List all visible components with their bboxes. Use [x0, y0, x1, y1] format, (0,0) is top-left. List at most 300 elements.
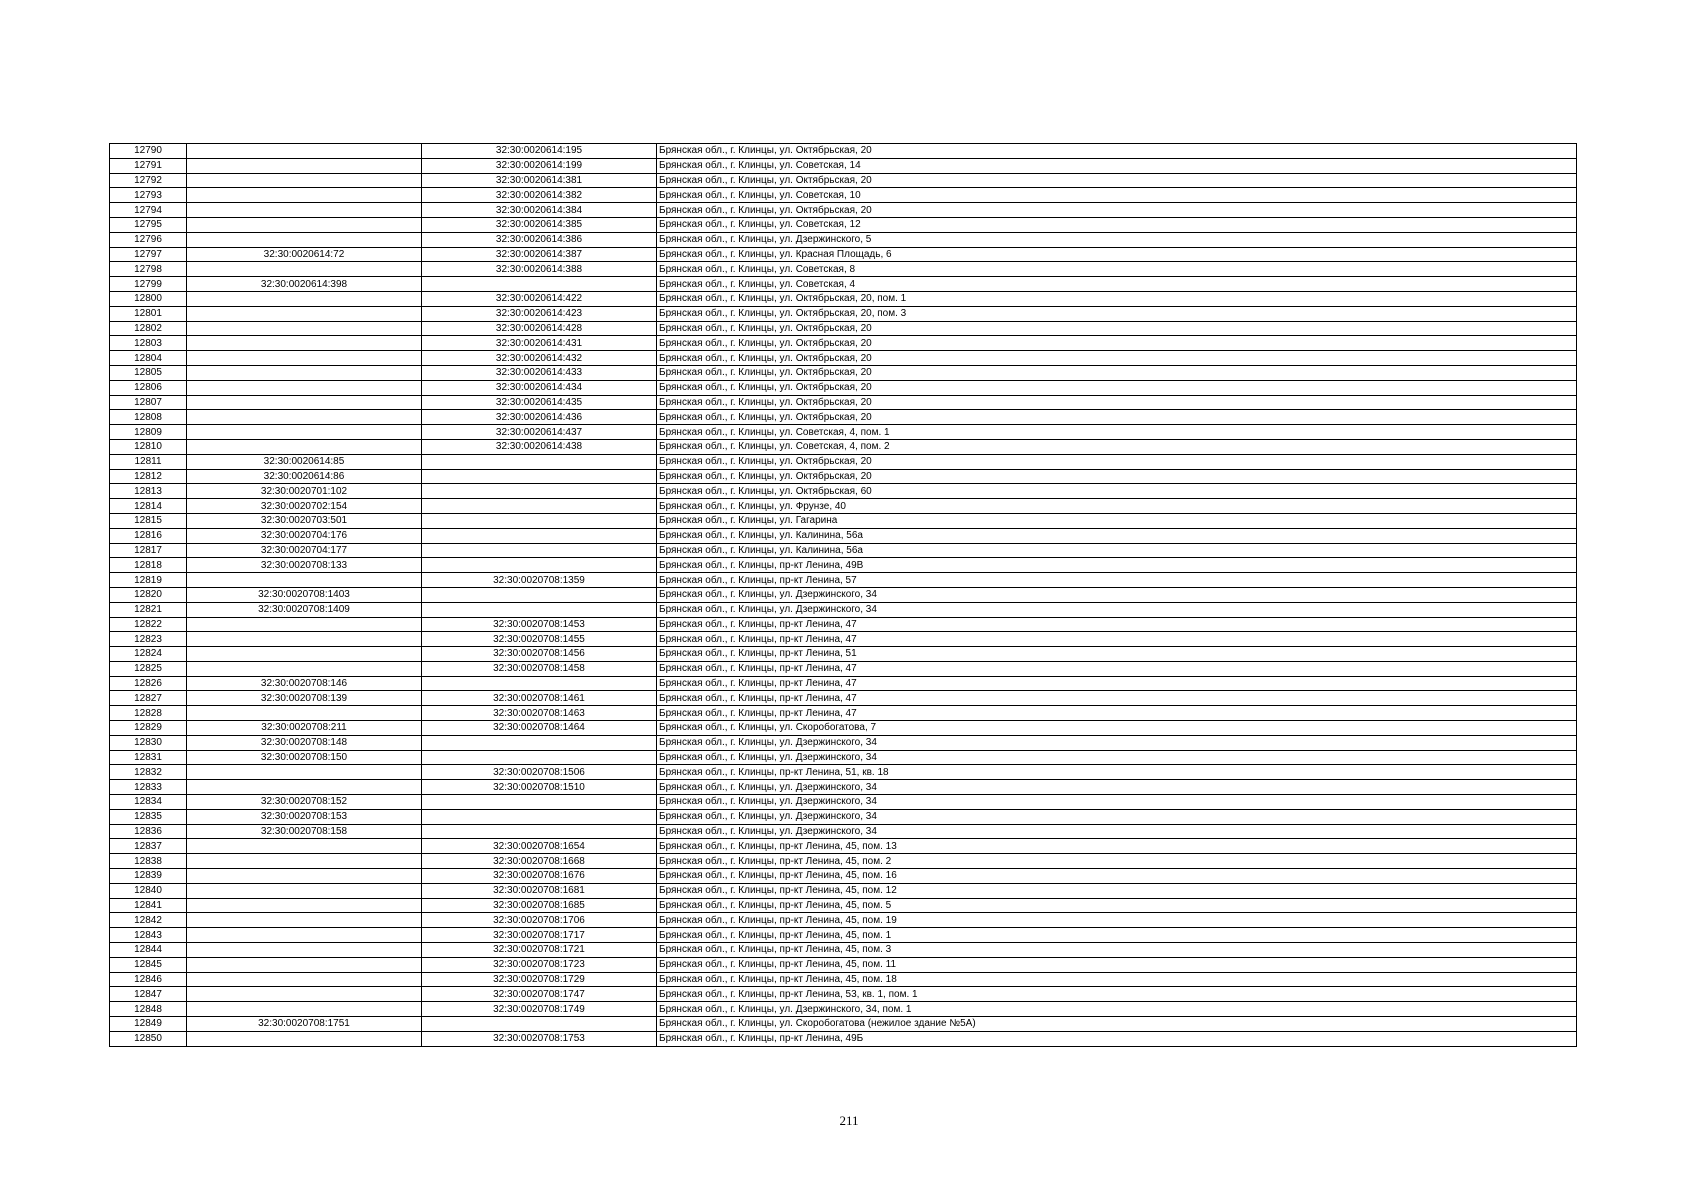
- object-cadastral-number-cell: [422, 277, 657, 292]
- registry-table-body: [110, 144, 1577, 1047]
- address-cell: Брянская обл., г. Клинцы, пр-кт Ленина, 45, пом. 12: [657, 883, 1577, 898]
- object-cadastral-number-cell: 32:30:0020614:386: [422, 232, 657, 247]
- address-cell: Брянская обл., г. Клинцы, пр-кт Ленина, 51, кв. 18: [657, 765, 1577, 780]
- row-number-cell: 12836: [110, 824, 187, 839]
- table-row: [110, 277, 1577, 292]
- row-number-cell: 12840: [110, 883, 187, 898]
- cadastral-number-cell: [187, 203, 422, 218]
- row-number-cell: 12792: [110, 173, 187, 188]
- cadastral-number-cell: [187, 158, 422, 173]
- row-number-cell: 12843: [110, 928, 187, 943]
- row-number-cell: 12819: [110, 573, 187, 588]
- table-row: [110, 336, 1577, 351]
- object-cadastral-number-cell: 32:30:0020708:1668: [422, 854, 657, 869]
- row-number-cell: 12848: [110, 1002, 187, 1017]
- address-cell: Брянская обл., г. Клинцы, ул. Дзержинского, 34: [657, 587, 1577, 602]
- row-number-cell: 12815: [110, 513, 187, 528]
- table-row: [110, 676, 1577, 691]
- cadastral-number-cell: [187, 380, 422, 395]
- cadastral-number-cell: [187, 262, 422, 277]
- object-cadastral-number-cell: 32:30:0020708:1458: [422, 661, 657, 676]
- address-cell: Брянская обл., г. Клинцы, пр-кт Ленина, 45, пом. 19: [657, 913, 1577, 928]
- cadastral-number-cell: [187, 232, 422, 247]
- table-row: [110, 247, 1577, 262]
- address-cell: Брянская обл., г. Клинцы, ул. Красная Площадь, 6: [657, 247, 1577, 262]
- address-cell: Брянская обл., г. Клинцы, ул. Советская, 10: [657, 188, 1577, 203]
- table-row: [110, 291, 1577, 306]
- table-row: [110, 321, 1577, 336]
- object-cadastral-number-cell: 32:30:0020708:1685: [422, 898, 657, 913]
- table-row: [110, 587, 1577, 602]
- address-cell: Брянская обл., г. Клинцы, ул. Фрунзе, 40: [657, 499, 1577, 514]
- cadastral-number-cell: [187, 217, 422, 232]
- cadastral-number-cell: 32:30:0020708:211: [187, 721, 422, 736]
- object-cadastral-number-cell: 32:30:0020614:437: [422, 425, 657, 440]
- row-number-cell: 12833: [110, 780, 187, 795]
- cadastral-number-cell: 32:30:0020708:153: [187, 809, 422, 824]
- table-row: [110, 795, 1577, 810]
- cadastral-number-cell: [187, 395, 422, 410]
- cadastral-number-cell: 32:30:0020708:1751: [187, 1017, 422, 1032]
- registry-table: [109, 143, 1577, 1047]
- table-row: [110, 262, 1577, 277]
- object-cadastral-number-cell: 32:30:0020614:434: [422, 380, 657, 395]
- object-cadastral-number-cell: 32:30:0020708:1721: [422, 943, 657, 958]
- row-number-cell: 12800: [110, 291, 187, 306]
- object-cadastral-number-cell: 32:30:0020708:1706: [422, 913, 657, 928]
- object-cadastral-number-cell: [422, 824, 657, 839]
- object-cadastral-number-cell: 32:30:0020614:388: [422, 262, 657, 277]
- cadastral-number-cell: [187, 898, 422, 913]
- address-cell: Брянская обл., г. Клинцы, пр-кт Ленина, 47: [657, 706, 1577, 721]
- address-cell: Брянская обл., г. Клинцы, ул. Октябрьская, 20: [657, 144, 1577, 159]
- table-row: [110, 957, 1577, 972]
- row-number-cell: 12847: [110, 987, 187, 1002]
- cadastral-number-cell: 32:30:0020708:150: [187, 750, 422, 765]
- cadastral-number-cell: [187, 706, 422, 721]
- table-row: [110, 203, 1577, 218]
- object-cadastral-number-cell: 32:30:0020708:1747: [422, 987, 657, 1002]
- row-number-cell: 12811: [110, 454, 187, 469]
- address-cell: Брянская обл., г. Клинцы, ул. Советская, 14: [657, 158, 1577, 173]
- row-number-cell: 12796: [110, 232, 187, 247]
- address-cell: Брянская обл., г. Клинцы, ул. Гагарина: [657, 513, 1577, 528]
- address-cell: Брянская обл., г. Клинцы, ул. Дзержинского, 5: [657, 232, 1577, 247]
- address-cell: Брянская обл., г. Клинцы, пр-кт Ленина, 49В: [657, 558, 1577, 573]
- row-number-cell: 12790: [110, 144, 187, 159]
- object-cadastral-number-cell: 32:30:0020614:381: [422, 173, 657, 188]
- object-cadastral-number-cell: 32:30:0020614:423: [422, 306, 657, 321]
- object-cadastral-number-cell: [422, 499, 657, 514]
- cadastral-number-cell: 32:30:0020614:72: [187, 247, 422, 262]
- cadastral-number-cell: [187, 439, 422, 454]
- table-row: [110, 691, 1577, 706]
- address-cell: Брянская обл., г. Клинцы, ул. Октябрьская, 20: [657, 380, 1577, 395]
- address-cell: Брянская обл., г. Клинцы, ул. Советская, 8: [657, 262, 1577, 277]
- object-cadastral-number-cell: [422, 735, 657, 750]
- address-cell: Брянская обл., г. Клинцы, ул. Октябрьская, 20, пом. 1: [657, 291, 1577, 306]
- table-row: [110, 543, 1577, 558]
- cadastral-number-cell: [187, 647, 422, 662]
- cadastral-number-cell: [187, 839, 422, 854]
- object-cadastral-number-cell: 32:30:0020614:385: [422, 217, 657, 232]
- object-cadastral-number-cell: [422, 587, 657, 602]
- row-number-cell: 12839: [110, 869, 187, 884]
- address-cell: Брянская обл., г. Клинцы, ул. Октябрьская, 20: [657, 203, 1577, 218]
- cadastral-number-cell: [187, 173, 422, 188]
- cadastral-number-cell: [187, 972, 422, 987]
- row-number-cell: 12829: [110, 721, 187, 736]
- row-number-cell: 12807: [110, 395, 187, 410]
- table-row: [110, 380, 1577, 395]
- cadastral-number-cell: 32:30:0020708:146: [187, 676, 422, 691]
- row-number-cell: 12834: [110, 795, 187, 810]
- table-row: [110, 913, 1577, 928]
- cadastral-number-cell: [187, 188, 422, 203]
- row-number-cell: 12799: [110, 277, 187, 292]
- cadastral-number-cell: [187, 291, 422, 306]
- row-number-cell: 12832: [110, 765, 187, 780]
- table-row: [110, 617, 1577, 632]
- row-number-cell: 12820: [110, 587, 187, 602]
- object-cadastral-number-cell: [422, 602, 657, 617]
- object-cadastral-number-cell: 32:30:0020708:1455: [422, 632, 657, 647]
- address-cell: Брянская обл., г. Клинцы, ул. Дзержинского, 34: [657, 750, 1577, 765]
- address-cell: Брянская обл., г. Клинцы, ул. Октябрьская, 20: [657, 173, 1577, 188]
- cadastral-number-cell: 32:30:0020704:177: [187, 543, 422, 558]
- row-number-cell: 12818: [110, 558, 187, 573]
- object-cadastral-number-cell: [422, 513, 657, 528]
- object-cadastral-number-cell: [422, 809, 657, 824]
- table-row: [110, 217, 1577, 232]
- cadastral-number-cell: [187, 883, 422, 898]
- address-cell: Брянская обл., г. Клинцы, ул. Дзержинского, 34: [657, 795, 1577, 810]
- cadastral-number-cell: 32:30:0020614:398: [187, 277, 422, 292]
- cadastral-number-cell: [187, 854, 422, 869]
- table-row: [110, 839, 1577, 854]
- table-row: [110, 454, 1577, 469]
- object-cadastral-number-cell: 32:30:0020708:1723: [422, 957, 657, 972]
- cadastral-number-cell: 32:30:0020708:152: [187, 795, 422, 810]
- object-cadastral-number-cell: 32:30:0020708:1461: [422, 691, 657, 706]
- address-cell: Брянская обл., г. Клинцы, ул. Октябрьская, 20: [657, 454, 1577, 469]
- object-cadastral-number-cell: [422, 528, 657, 543]
- address-cell: Брянская обл., г. Клинцы, пр-кт Ленина, 47: [657, 617, 1577, 632]
- table-row: [110, 943, 1577, 958]
- table-row: [110, 188, 1577, 203]
- cadastral-number-cell: 32:30:0020708:158: [187, 824, 422, 839]
- address-cell: Брянская обл., г. Клинцы, пр-кт Ленина, 45, пом. 2: [657, 854, 1577, 869]
- row-number-cell: 12803: [110, 336, 187, 351]
- row-number-cell: 12841: [110, 898, 187, 913]
- address-cell: Брянская обл., г. Клинцы, ул. Советская, 4: [657, 277, 1577, 292]
- cadastral-number-cell: [187, 765, 422, 780]
- cadastral-number-cell: [187, 617, 422, 632]
- row-number-cell: 12827: [110, 691, 187, 706]
- object-cadastral-number-cell: [422, 454, 657, 469]
- table-row: [110, 1017, 1577, 1032]
- table-row: [110, 173, 1577, 188]
- table-row: [110, 647, 1577, 662]
- table-row: [110, 365, 1577, 380]
- address-cell: Брянская обл., г. Клинцы, ул. Дзержинского, 34: [657, 602, 1577, 617]
- row-number-cell: 12794: [110, 203, 187, 218]
- table-row: [110, 144, 1577, 159]
- object-cadastral-number-cell: [422, 558, 657, 573]
- row-number-cell: 12804: [110, 351, 187, 366]
- cadastral-number-cell: [187, 869, 422, 884]
- row-number-cell: 12793: [110, 188, 187, 203]
- object-cadastral-number-cell: 32:30:0020708:1681: [422, 883, 657, 898]
- object-cadastral-number-cell: [422, 469, 657, 484]
- table-row: [110, 484, 1577, 499]
- address-cell: Брянская обл., г. Клинцы, пр-кт Ленина, 45, пом. 16: [657, 869, 1577, 884]
- object-cadastral-number-cell: 32:30:0020708:1717: [422, 928, 657, 943]
- table-row: [110, 928, 1577, 943]
- cadastral-number-cell: 32:30:0020708:139: [187, 691, 422, 706]
- row-number-cell: 12795: [110, 217, 187, 232]
- address-cell: Брянская обл., г. Клинцы, ул. Советская, 4, пом. 2: [657, 439, 1577, 454]
- row-number-cell: 12828: [110, 706, 187, 721]
- cadastral-number-cell: [187, 351, 422, 366]
- address-cell: Брянская обл., г. Клинцы, пр-кт Ленина, 53, кв. 1, пом. 1: [657, 987, 1577, 1002]
- table-row: [110, 573, 1577, 588]
- cadastral-number-cell: [187, 573, 422, 588]
- row-number-cell: 12831: [110, 750, 187, 765]
- address-cell: Брянская обл., г. Клинцы, ул. Дзержинского, 34: [657, 824, 1577, 839]
- address-cell: Брянская обл., г. Клинцы, пр-кт Ленина, 45, пом. 5: [657, 898, 1577, 913]
- row-number-cell: 12846: [110, 972, 187, 987]
- row-number-cell: 12797: [110, 247, 187, 262]
- object-cadastral-number-cell: [422, 543, 657, 558]
- table-row: [110, 780, 1577, 795]
- object-cadastral-number-cell: 32:30:0020708:1453: [422, 617, 657, 632]
- object-cadastral-number-cell: [422, 795, 657, 810]
- address-cell: Брянская обл., г. Клинцы, пр-кт Ленина, 45, пом. 1: [657, 928, 1577, 943]
- cadastral-number-cell: 32:30:0020708:1403: [187, 587, 422, 602]
- object-cadastral-number-cell: 32:30:0020708:1463: [422, 706, 657, 721]
- address-cell: Брянская обл., г. Клинцы, ул. Октябрьская, 20: [657, 321, 1577, 336]
- row-number-cell: 12808: [110, 410, 187, 425]
- table-row: [110, 735, 1577, 750]
- table-row: [110, 706, 1577, 721]
- address-cell: Брянская обл., г. Клинцы, пр-кт Ленина, 45, пом. 13: [657, 839, 1577, 854]
- table-row: [110, 306, 1577, 321]
- row-number-cell: 12813: [110, 484, 187, 499]
- object-cadastral-number-cell: 32:30:0020708:1676: [422, 869, 657, 884]
- cadastral-number-cell: [187, 913, 422, 928]
- object-cadastral-number-cell: 32:30:0020708:1456: [422, 647, 657, 662]
- address-cell: Брянская обл., г. Клинцы, пр-кт Ленина, 47: [657, 691, 1577, 706]
- row-number-cell: 12830: [110, 735, 187, 750]
- object-cadastral-number-cell: 32:30:0020614:422: [422, 291, 657, 306]
- row-number-cell: 12826: [110, 676, 187, 691]
- table-row: [110, 824, 1577, 839]
- address-cell: Брянская обл., г. Клинцы, ул. Октябрьская, 20: [657, 336, 1577, 351]
- row-number-cell: 12806: [110, 380, 187, 395]
- cadastral-number-cell: 32:30:0020614:85: [187, 454, 422, 469]
- cadastral-number-cell: [187, 306, 422, 321]
- row-number-cell: 12845: [110, 957, 187, 972]
- cadastral-number-cell: [187, 661, 422, 676]
- address-cell: Брянская обл., г. Клинцы, ул. Октябрьская, 20: [657, 351, 1577, 366]
- cadastral-number-cell: [187, 632, 422, 647]
- address-cell: Брянская обл., г. Клинцы, пр-кт Ленина, 49Б: [657, 1031, 1577, 1046]
- table-row: [110, 528, 1577, 543]
- row-number-cell: 12844: [110, 943, 187, 958]
- row-number-cell: 12842: [110, 913, 187, 928]
- address-cell: Брянская обл., г. Клинцы, ул. Советская, 4, пом. 1: [657, 425, 1577, 440]
- cadastral-number-cell: [187, 410, 422, 425]
- table-row: [110, 987, 1577, 1002]
- table-row: [110, 351, 1577, 366]
- table-row: [110, 469, 1577, 484]
- cadastral-number-cell: 32:30:0020701:102: [187, 484, 422, 499]
- cadastral-number-cell: [187, 957, 422, 972]
- object-cadastral-number-cell: [422, 676, 657, 691]
- address-cell: Брянская обл., г. Клинцы, ул. Октябрьская, 20: [657, 469, 1577, 484]
- address-cell: Брянская обл., г. Клинцы, ул. Дзержинского, 34: [657, 780, 1577, 795]
- object-cadastral-number-cell: 32:30:0020708:1510: [422, 780, 657, 795]
- address-cell: Брянская обл., г. Клинцы, пр-кт Ленина, 51: [657, 647, 1577, 662]
- object-cadastral-number-cell: 32:30:0020614:387: [422, 247, 657, 262]
- object-cadastral-number-cell: 32:30:0020614:431: [422, 336, 657, 351]
- cadastral-number-cell: 32:30:0020614:86: [187, 469, 422, 484]
- object-cadastral-number-cell: 32:30:0020614:382: [422, 188, 657, 203]
- row-number-cell: 12824: [110, 647, 187, 662]
- row-number-cell: 12802: [110, 321, 187, 336]
- object-cadastral-number-cell: [422, 1017, 657, 1032]
- cadastral-number-cell: 32:30:0020703:501: [187, 513, 422, 528]
- address-cell: Брянская обл., г. Клинцы, ул. Октябрьская, 20: [657, 365, 1577, 380]
- table-row: [110, 972, 1577, 987]
- address-cell: Брянская обл., г. Клинцы, пр-кт Ленина, 47: [657, 632, 1577, 647]
- cadastral-number-cell: [187, 1002, 422, 1017]
- table-row: [110, 232, 1577, 247]
- cadastral-number-cell: [187, 336, 422, 351]
- table-row: [110, 395, 1577, 410]
- address-cell: Брянская обл., г. Клинцы, пр-кт Ленина, 45, пом. 11: [657, 957, 1577, 972]
- row-number-cell: 12821: [110, 602, 187, 617]
- table-row: [110, 513, 1577, 528]
- row-number-cell: 12825: [110, 661, 187, 676]
- row-number-cell: 12838: [110, 854, 187, 869]
- table-row: [110, 765, 1577, 780]
- row-number-cell: 12798: [110, 262, 187, 277]
- cadastral-number-cell: [187, 987, 422, 1002]
- row-number-cell: 12837: [110, 839, 187, 854]
- cadastral-number-cell: [187, 780, 422, 795]
- cadastral-number-cell: 32:30:0020708:148: [187, 735, 422, 750]
- table-row: [110, 854, 1577, 869]
- address-cell: Брянская обл., г. Клинцы, ул. Октябрьская, 20, пом. 3: [657, 306, 1577, 321]
- object-cadastral-number-cell: 32:30:0020614:435: [422, 395, 657, 410]
- cadastral-number-cell: [187, 321, 422, 336]
- cadastral-number-cell: [187, 943, 422, 958]
- table-row: [110, 1002, 1577, 1017]
- row-number-cell: 12814: [110, 499, 187, 514]
- object-cadastral-number-cell: 32:30:0020708:1464: [422, 721, 657, 736]
- cadastral-number-cell: 32:30:0020704:176: [187, 528, 422, 543]
- row-number-cell: 12812: [110, 469, 187, 484]
- object-cadastral-number-cell: 32:30:0020614:384: [422, 203, 657, 218]
- object-cadastral-number-cell: 32:30:0020614:432: [422, 351, 657, 366]
- address-cell: Брянская обл., г. Клинцы, пр-кт Ленина, 47: [657, 676, 1577, 691]
- table-row: [110, 558, 1577, 573]
- address-cell: Брянская обл., г. Клинцы, пр-кт Ленина, 45, пом. 18: [657, 972, 1577, 987]
- row-number-cell: 12835: [110, 809, 187, 824]
- row-number-cell: 12805: [110, 365, 187, 380]
- table-row: [110, 439, 1577, 454]
- object-cadastral-number-cell: 32:30:0020614:428: [422, 321, 657, 336]
- table-row: [110, 750, 1577, 765]
- row-number-cell: 12801: [110, 306, 187, 321]
- row-number-cell: 12791: [110, 158, 187, 173]
- row-number-cell: 12809: [110, 425, 187, 440]
- row-number-cell: 12822: [110, 617, 187, 632]
- table-row: [110, 809, 1577, 824]
- object-cadastral-number-cell: 32:30:0020708:1359: [422, 573, 657, 588]
- object-cadastral-number-cell: [422, 484, 657, 499]
- table-row: [110, 721, 1577, 736]
- table-row: [110, 661, 1577, 676]
- table-row: [110, 410, 1577, 425]
- address-cell: Брянская обл., г. Клинцы, ул. Дзержинского, 34: [657, 809, 1577, 824]
- address-cell: Брянская обл., г. Клинцы, ул. Дзержинского, 34: [657, 735, 1577, 750]
- table-row: [110, 883, 1577, 898]
- address-cell: Брянская обл., г. Клинцы, пр-кт Ленина, 57: [657, 573, 1577, 588]
- object-cadastral-number-cell: 32:30:0020614:438: [422, 439, 657, 454]
- object-cadastral-number-cell: [422, 750, 657, 765]
- row-number-cell: 12817: [110, 543, 187, 558]
- address-cell: Брянская обл., г. Клинцы, ул. Калинина, 56а: [657, 528, 1577, 543]
- address-cell: Брянская обл., г. Клинцы, ул. Советская, 12: [657, 217, 1577, 232]
- row-number-cell: 12810: [110, 439, 187, 454]
- row-number-cell: 12850: [110, 1031, 187, 1046]
- address-cell: Брянская обл., г. Клинцы, ул. Дзержинского, 34, пом. 1: [657, 1002, 1577, 1017]
- cadastral-number-cell: [187, 928, 422, 943]
- cadastral-number-cell: [187, 425, 422, 440]
- table-row: [110, 632, 1577, 647]
- object-cadastral-number-cell: 32:30:0020614:436: [422, 410, 657, 425]
- row-number-cell: 12823: [110, 632, 187, 647]
- object-cadastral-number-cell: 32:30:0020708:1654: [422, 839, 657, 854]
- table-row: [110, 602, 1577, 617]
- cadastral-number-cell: 32:30:0020702:154: [187, 499, 422, 514]
- object-cadastral-number-cell: 32:30:0020708:1749: [422, 1002, 657, 1017]
- cadastral-number-cell: [187, 144, 422, 159]
- object-cadastral-number-cell: 32:30:0020614:433: [422, 365, 657, 380]
- object-cadastral-number-cell: 32:30:0020614:195: [422, 144, 657, 159]
- page-number: 211: [839, 1113, 859, 1128]
- table-row: [110, 898, 1577, 913]
- address-cell: Брянская обл., г. Клинцы, ул. Октябрьская, 20: [657, 395, 1577, 410]
- row-number-cell: 12849: [110, 1017, 187, 1032]
- address-cell: Брянская обл., г. Клинцы, пр-кт Ленина, 47: [657, 661, 1577, 676]
- table-row: [110, 869, 1577, 884]
- cadastral-number-cell: [187, 1031, 422, 1046]
- object-cadastral-number-cell: 32:30:0020708:1753: [422, 1031, 657, 1046]
- cadastral-number-cell: 32:30:0020708:133: [187, 558, 422, 573]
- cadastral-number-cell: 32:30:0020708:1409: [187, 602, 422, 617]
- table-row: [110, 499, 1577, 514]
- row-number-cell: 12816: [110, 528, 187, 543]
- object-cadastral-number-cell: 32:30:0020708:1729: [422, 972, 657, 987]
- address-cell: Брянская обл., г. Клинцы, ул. Октябрьская, 20: [657, 410, 1577, 425]
- address-cell: Брянская обл., г. Клинцы, ул. Скоробогатова, 7: [657, 721, 1577, 736]
- address-cell: Брянская обл., г. Клинцы, ул. Калинина, 56а: [657, 543, 1577, 558]
- cadastral-number-cell: [187, 365, 422, 380]
